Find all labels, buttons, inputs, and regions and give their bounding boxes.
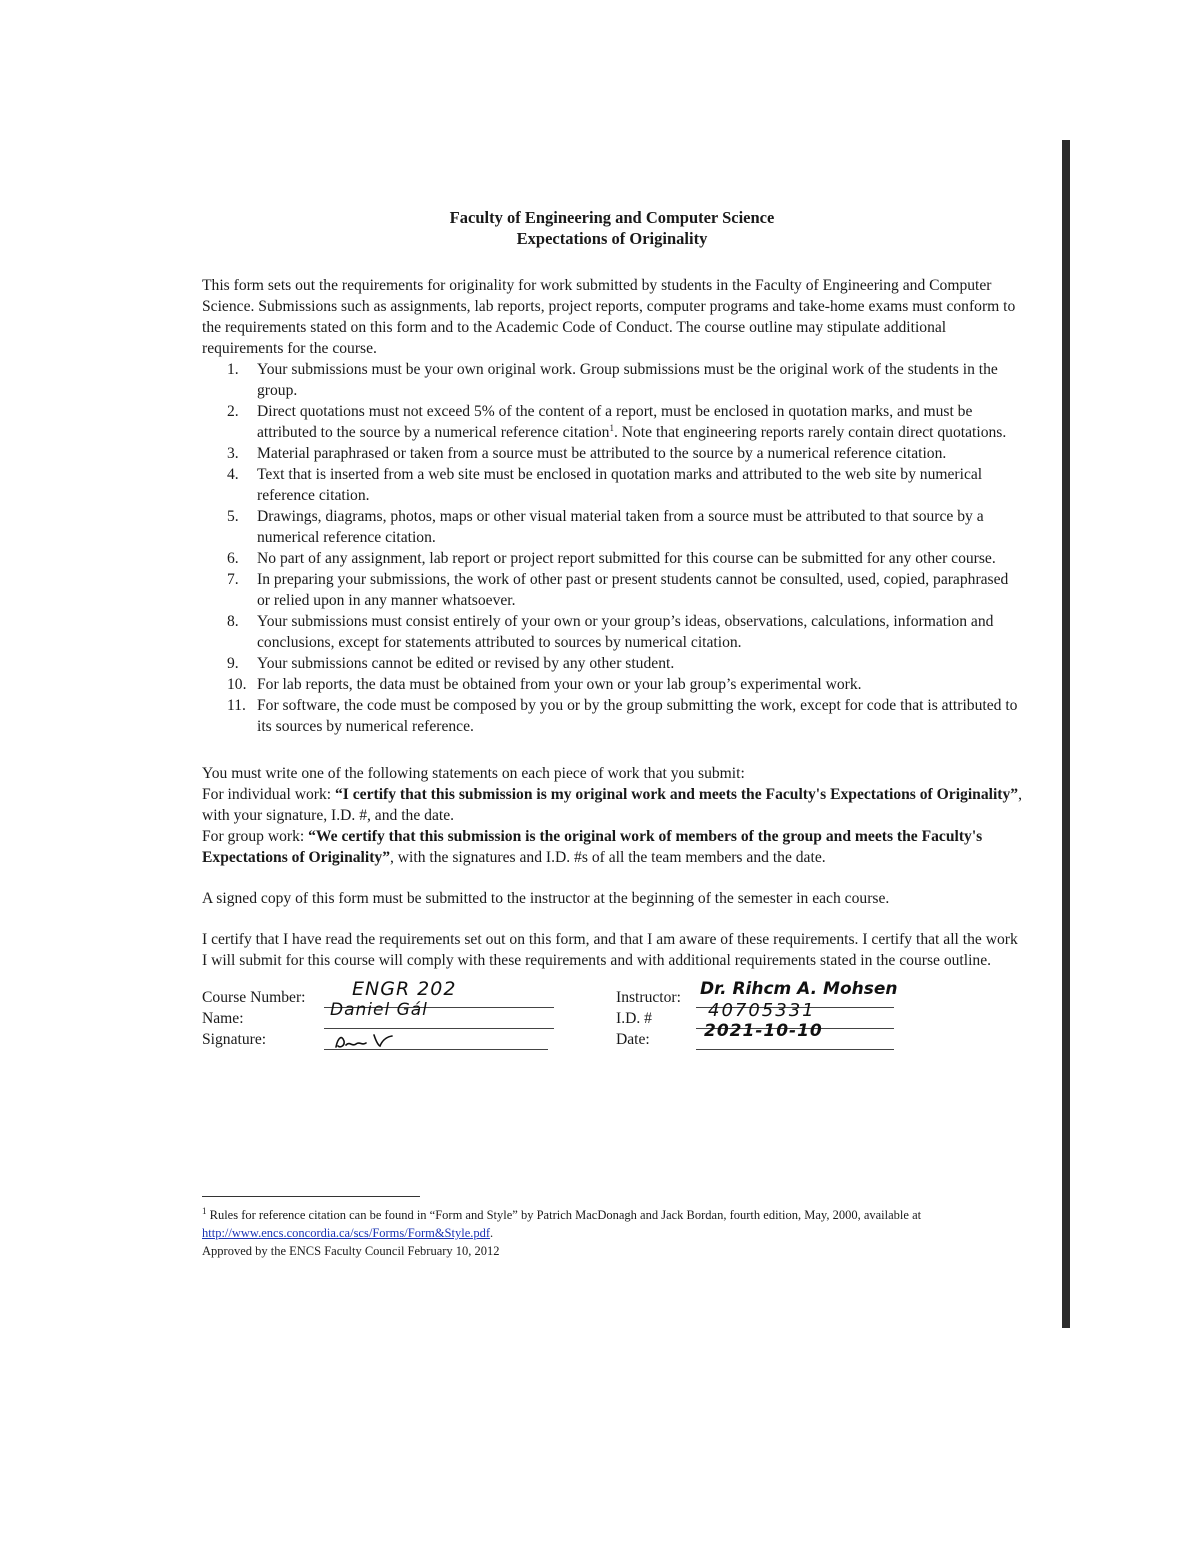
group-certification: “We certify that this submission is the original work of members of the group and meets the Faculty's Expectations of Originality” — [202, 828, 983, 866]
requirement-text: Material paraphrased or taken from a source must be attributed to the source by a numerical reference citation. — [257, 445, 947, 462]
requirement-item — [227, 674, 1022, 695]
requirement-number: 6. — [227, 550, 239, 567]
requirement-item — [227, 506, 1022, 548]
course-number-label: Course Number: — [202, 989, 306, 1006]
course-number-value: ENGR 202 — [352, 978, 457, 1000]
approval-note: Approved by the ENCS Faculty Council February 10, 2012 — [202, 1244, 500, 1258]
name-label: Name: — [202, 1010, 244, 1027]
requirement-text: Drawings, diagrams, photos, maps or other visual material taken from a source must be attributed to that source by a numerical reference citation. — [257, 508, 984, 546]
requirement-text: Direct quotations must not exceed 5% of the content of a report, must be enclosed in quotation marks, and must be attributed to the source by a numerical reference citation — [257, 403, 973, 441]
footnote-separator — [202, 1196, 420, 1197]
footnote-body: Rules for reference citation can be found in “Form and Style” by Patrich MacDonagh and Jack Bordan, fourth edition, May, 2000, available at — [206, 1208, 922, 1222]
intro-paragraph: This form sets out the requirements for originality for work submitted by students in the Faculty of Engineering and Computer Science. Submissions such as assignments, lab reports, project reports, computer programs and take-home exams must conform to the requirements stated on this form and to the Academic Code of Conduct. The course outline may stipulate additional requirements for the course. — [202, 277, 1016, 357]
requirement-text: Your submissions must consist entirely of your own or your group’s ideas, observations, calculations, information and conclusions, except for statements attributed to sources by numerical citation. — [257, 613, 994, 651]
statements-lead: You must write one of the following statements on each piece of work that you submit: — [202, 765, 745, 782]
requirement-item — [227, 443, 1022, 464]
certification-paragraph: I certify that I have read the requirements set out on this form, and that I am aware of these requirements. I certify that all the work I will submit for this course will comply with these requirements and with additional requirements stated in the course outline. — [202, 931, 1018, 969]
individual-suffix: , with your signature, I.D. #, and the date. — [202, 786, 1022, 824]
requirement-text: Your submissions cannot be edited or revised by any other student. — [257, 655, 675, 672]
requirement-item — [227, 611, 1022, 653]
requirement-text: Your submissions must be your own original work. Group submissions must be the original work of the students in the group. — [257, 361, 998, 399]
requirement-item — [227, 548, 1022, 569]
date-field[interactable] — [616, 1021, 894, 1050]
individual-prefix: For individual work: — [202, 786, 335, 803]
footnote-end: . — [490, 1226, 494, 1240]
individual-certification: “I certify that this submission is my original work and meets the Faculty's Expectations of Originality” — [334, 786, 1019, 803]
requirement-number: 4. — [227, 466, 239, 483]
signature-label: Signature: — [202, 1031, 267, 1048]
form-and-style-link[interactable]: http://www.encs.concordia.ca/scs/Forms/Form&Style.pdf — [202, 1226, 491, 1240]
instructor-value: Dr. Rihcm A. Mohsen — [700, 979, 898, 999]
date-value: 2021-10-10 — [704, 1021, 823, 1041]
requirement-item — [227, 695, 1022, 737]
requirement-text: No part of any assignment, lab report or project report submitted for this course can be submitted for any other course. — [257, 550, 996, 567]
requirement-number: 5. — [227, 508, 239, 525]
handwritten-signature-mark — [332, 1031, 402, 1051]
requirement-text: In preparing your submissions, the work of other past or present students cannot be consulted, used, copied, paraphrased or relied upon in any manner whatsoever. — [257, 571, 1009, 609]
document-body — [202, 207, 1022, 1053]
requirements-list — [202, 359, 1022, 737]
requirement-text: For software, the code must be composed by you or by the group submitting the work, except for code that is attributed to its sources by numerical reference. — [257, 697, 1018, 735]
footnote — [202, 1206, 1022, 1260]
requirement-item — [227, 569, 1022, 611]
group-statement — [202, 826, 1022, 868]
group-prefix: For group work: — [202, 828, 309, 845]
requirement-item — [227, 653, 1022, 674]
footnote-text — [202, 1206, 1022, 1242]
id-label: I.D. # — [616, 1010, 652, 1027]
requirement-item — [227, 359, 1022, 401]
requirement-text: Text that is inserted from a web site must be enclosed in quotation marks and attributed to the web site by numerical reference citation. — [257, 466, 983, 504]
faculty-heading: Faculty of Engineering and Computer Science — [449, 208, 775, 227]
requirement-number: 3. — [227, 445, 239, 462]
requirement-number: 7. — [227, 571, 239, 588]
name-value: Daniel Gál — [330, 1000, 428, 1020]
requirement-number: 1. — [227, 361, 239, 378]
individual-statement — [202, 784, 1022, 826]
footnote-marker: 1 — [202, 1205, 207, 1216]
signature-block — [202, 978, 1022, 1053]
requirement-number: 8. — [227, 613, 239, 630]
requirement-text-cont: . Note that engineering reports rarely contain direct quotations. — [613, 424, 1007, 441]
document-title — [202, 207, 1022, 249]
requirement-text: For lab reports, the data must be obtained from your own or your lab group’s experimental work. — [257, 676, 862, 693]
requirement-number: 2. — [227, 403, 239, 420]
requirement-item — [227, 464, 1022, 506]
page-edge-shadow — [1062, 140, 1070, 1328]
name-field[interactable] — [202, 1000, 554, 1029]
requirement-number: 9. — [227, 655, 239, 672]
submission-note: A signed copy of this form must be submitted to the instructor at the beginning of the semester in each course. — [202, 890, 890, 907]
footnote-reference: 1 — [609, 422, 614, 433]
requirement-number: 10. — [227, 676, 247, 693]
requirement-item — [227, 401, 1022, 443]
group-suffix: , with the signatures and I.D. #s of all the team members and the date. — [390, 849, 826, 866]
signature-field[interactable] — [202, 1029, 554, 1050]
id-value: 40705331 — [708, 1000, 816, 1021]
form-heading: Expectations of Originality — [516, 229, 708, 248]
requirement-number: 11. — [227, 697, 246, 714]
date-label: Date: — [616, 1031, 650, 1048]
instructor-label: Instructor: — [616, 989, 681, 1006]
